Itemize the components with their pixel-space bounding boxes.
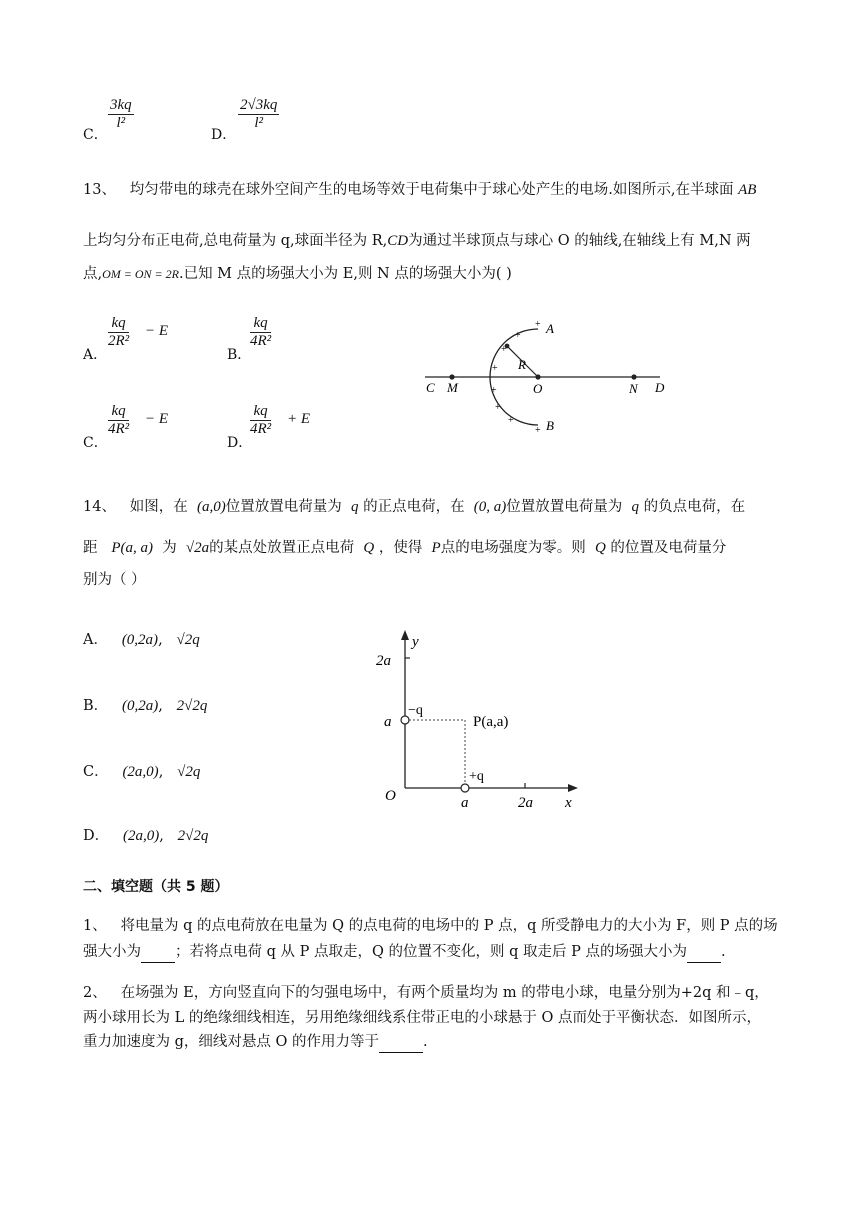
q14-stem-text: 的位置及电荷量分: [610, 540, 727, 556]
q13-plus-sign: +: [535, 319, 541, 330]
q14-stem-text: 距: [83, 540, 98, 556]
fill1-answer-blank-2[interactable]: [687, 942, 721, 963]
q13-label-b: B: [546, 418, 554, 433]
q13-point-m-dot: [449, 374, 454, 379]
q13-plus-sign: +: [501, 344, 507, 355]
q13-number: 13、: [83, 182, 116, 198]
q14-option-c-letter: C．: [83, 764, 109, 780]
q13-plus-sign: +: [515, 330, 521, 341]
q13-label-m: M: [447, 380, 458, 395]
q14-option-d-position: (2a,0): [122, 828, 160, 844]
fill1-text: ；若将点电荷 q 从 P 点取走，Q 的位置不变化，则 q 取走后 P 点的场强大小为: [175, 944, 687, 960]
q13-option-b-letter: B．: [227, 347, 252, 363]
q13-option-c-denominator: 4R²: [108, 421, 130, 437]
q14-option-a: A． (0,2a), √2q: [83, 632, 200, 648]
q14-label-x: x: [565, 795, 572, 811]
q14-option-b: B． (0,2a), 2√2q: [83, 698, 208, 714]
q14-stem-text: ，使得: [378, 540, 423, 556]
q13-label-a: A: [546, 321, 554, 336]
q13-option-a-tail: − E: [145, 323, 169, 339]
q14-option-c-charge: √2q: [177, 764, 201, 780]
q13-option-c-fraction: [108, 403, 129, 438]
q13-stem-line-3: [83, 264, 512, 284]
q14-option-b-letter: B．: [83, 698, 109, 714]
q13-stem-line-1: [83, 180, 756, 200]
q13-label-n: N: [629, 381, 638, 396]
fill1-text: .: [720, 944, 726, 960]
q14-stem-line-2: [83, 538, 726, 558]
q14-stem-text: 的正点电荷，在: [363, 499, 465, 515]
q13-option-a-denominator: 2R²: [108, 333, 130, 349]
fill2-text: 在场强为 E，方向竖直向下的匀强电场中，有两个质量均为 m 的带电小球，电量分别为+2q 和﹣q，: [120, 985, 769, 1001]
q14-option-d-charge: 2√2q: [177, 828, 209, 844]
q13-option-d-letter: D．: [227, 435, 253, 451]
q13-label-d: D: [655, 380, 665, 395]
q13-option-b-fraction: [250, 315, 271, 350]
q14-position-1: (a,0): [197, 499, 226, 515]
q14-stem-text: 的某点处放置正点电荷: [209, 540, 355, 556]
q14-position-2: (0, a): [473, 499, 507, 515]
q14-positive-charge: [461, 784, 469, 792]
q13-stem-text-2a: 上均匀分布正电荷,总电荷量为 q,球面半径为 R,: [83, 233, 388, 249]
q14-point-p: P(a, a): [111, 540, 153, 556]
q13-plus-sign: +: [492, 363, 498, 374]
fill1-text: 强大小为: [83, 944, 141, 960]
section-title: 二、填空题（共 5 题）: [83, 879, 229, 895]
q14-label-2a-x: 2a: [518, 795, 533, 811]
q13-distance-equation: OM = ON = 2R: [102, 267, 179, 281]
q14-stem-text: 为: [162, 540, 177, 556]
q14-distance: √2a: [185, 540, 210, 556]
q13-stem-text-3b: .已知 M 点的场强大小为 E,则 N 点的场强大小为( ): [178, 266, 512, 282]
q13-point-n-dot: [631, 374, 636, 379]
fill1-line-1: [83, 916, 778, 936]
fill1-answer-blank-1[interactable]: [141, 942, 175, 963]
q13-label-c: C: [426, 380, 435, 395]
q13-stem-line-2: [83, 231, 751, 251]
q12-option-c-fraction: [108, 97, 134, 132]
q14-label-neg-q: −q: [408, 703, 423, 718]
fill2-answer-blank[interactable]: [379, 1032, 423, 1053]
q12-option-c-letter: C．: [83, 127, 108, 143]
fill2-line-3: [83, 1032, 428, 1053]
fill2-line-1: [83, 983, 769, 1003]
q14-charge-Q-2: Q: [594, 540, 606, 556]
q13-option-d-fraction: [250, 403, 271, 438]
q14-number: 14、: [83, 499, 116, 515]
q13-option-a-numerator: kq: [108, 315, 129, 333]
q13-plus-sign: +: [535, 425, 541, 436]
q13-label-r: R: [518, 357, 526, 372]
fill1-number: 1、: [83, 918, 107, 934]
q12-option-d-numerator: 2√3kq: [240, 97, 278, 113]
q14-option-a-letter: A．: [83, 632, 108, 648]
q14-option-b-charge: 2√2q: [176, 698, 208, 714]
q14-label-2a-y: 2a: [376, 653, 391, 669]
q14-option-d: D． (2a,0), 2√2q: [83, 828, 209, 844]
q13-option-d-denominator: 4R²: [250, 421, 272, 437]
fill1-line-2: [83, 942, 726, 963]
q14-coordinate-diagram: [375, 625, 590, 815]
q14-charge-q2: q: [631, 499, 640, 515]
q13-label-o: O: [533, 381, 543, 396]
q14-label-plus-q: +q: [469, 769, 484, 784]
q13-option-a-fraction: [108, 315, 129, 350]
fill2-text: .: [423, 1034, 428, 1050]
q14-stem-text: 如图，在: [129, 499, 188, 515]
fill2-text: 重力加速度为 g，细线对悬点 O 的作用力等于: [83, 1034, 379, 1050]
q14-charge-q1: q: [350, 499, 359, 515]
q14-option-a-charge: √2q: [176, 632, 200, 648]
q13-plus-sign: +: [491, 385, 497, 396]
q13-stem-text-1: 均匀带电的球壳在球外空间产生的电场等效于电荷集中于球心处产生的电场.如图所示,在半球面: [129, 182, 734, 198]
q13-option-b-numerator: kq: [250, 315, 271, 333]
q14-stem-text: 的负点电荷，在: [643, 499, 746, 515]
q12-option-c-numerator: 3kq: [110, 97, 132, 113]
q13-option-c-tail: − E: [145, 411, 169, 427]
q14-option-a-position: (0,2a): [121, 632, 159, 648]
q13-plus-sign: +: [495, 402, 501, 413]
q14-stem-text: 点的电场强度为零。则: [440, 540, 586, 556]
q14-label-a-x: a: [461, 795, 469, 811]
q12-option-d-letter: D．: [211, 127, 237, 143]
q14-y-axis-arrow: [401, 630, 409, 640]
q13-option-b-denominator: 4R²: [250, 333, 272, 349]
q14-option-c-position: (2a,0): [122, 764, 159, 780]
q14-option-c: C． (2a,0), √2q: [83, 764, 201, 780]
q14-point-p-symbol: P: [431, 540, 441, 556]
q14-option-d-letter: D．: [83, 828, 110, 844]
q13-option-d-numerator: kq: [250, 403, 271, 421]
q13-option-c-letter: C．: [83, 435, 108, 451]
fill2-number: 2、: [83, 985, 107, 1001]
q14-label-a-y: a: [384, 714, 392, 730]
fill2-text: 两小球用长为 L 的绝缘细线相连，另用绝缘细线系住带正电的小球悬于 O 点而处于平衡状态．如图所示，: [83, 1010, 761, 1026]
q14-stem-line-3: [83, 570, 146, 590]
q13-point-o-dot: [535, 374, 540, 379]
fill1-text: 将电量为 q 的点电荷放在电量为 Q 的点电荷的电场中的 P 点，q 所受静电力的大小为 F，则 P 点的场: [120, 918, 778, 934]
q14-stem-line-1: [83, 497, 745, 517]
q14-stem-text: 别为（ ）: [83, 572, 146, 588]
q13-stem-text-2b: 为通过半球顶点与球心 O 的轴线,在轴线上有 M,N 两: [408, 233, 751, 249]
q13-option-a-letter: A．: [83, 347, 108, 363]
q13-plus-sign: +: [508, 415, 514, 426]
q14-label-y: y: [412, 634, 419, 650]
q14-charge-Q: Q: [363, 540, 375, 556]
q13-stem-text-3a: 点,: [83, 266, 103, 282]
q14-stem-text: 位置放置电荷量为: [225, 499, 342, 515]
q12-option-d-denominator: l²: [254, 115, 264, 131]
q13-hemisphere-ab: AB: [738, 182, 757, 198]
q14-option-b-position: (0,2a): [121, 698, 159, 714]
fill2-line-2: [83, 1008, 761, 1028]
q13-axis-cd: CD: [387, 233, 409, 249]
q14-x-axis-arrow: [568, 784, 578, 792]
q14-label-p: P(a,a): [473, 714, 509, 730]
q13-hemisphere-diagram: [415, 315, 675, 440]
q14-stem-text: 位置放置电荷量为: [506, 499, 623, 515]
q12-option-d-fraction: [238, 97, 279, 132]
q14-label-origin: O: [385, 788, 396, 804]
q13-option-c-numerator: kq: [108, 403, 129, 421]
q12-option-c-denominator: l²: [116, 115, 126, 131]
q13-option-d-tail: + E: [287, 411, 311, 427]
